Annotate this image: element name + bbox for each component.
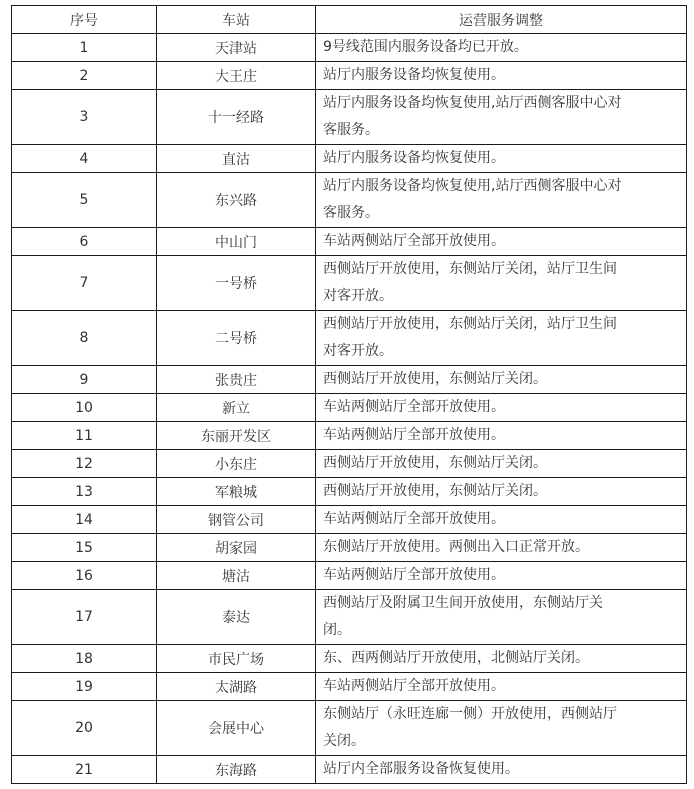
row-station: 小东庄 (157, 450, 316, 478)
row-station: 泰达 (157, 590, 316, 645)
row-adjustment (316, 534, 687, 562)
row-index: 11 (12, 422, 157, 450)
adjustment-line: 西侧站厅开放使用，东侧站厅关闭。 (323, 371, 547, 387)
table-row (12, 478, 687, 506)
row-station: 新立 (157, 394, 316, 422)
table-row (12, 562, 687, 590)
table-body (12, 34, 687, 784)
row-adjustment (316, 756, 687, 784)
row-station: 二号桥 (157, 311, 316, 366)
table-row (12, 645, 687, 673)
adjustment-line: 客服务。 (323, 205, 379, 221)
row-station: 东兴路 (157, 173, 316, 228)
row-station: 直沽 (157, 145, 316, 173)
adjustment-line: 车站两侧站厅全部开放使用。 (323, 511, 505, 527)
row-adjustment (316, 394, 687, 422)
table-row (12, 145, 687, 173)
row-station: 会展中心 (157, 701, 316, 756)
row-adjustment (316, 90, 687, 145)
row-index: 1 (12, 34, 157, 62)
adjustment-line: 站厅内服务设备均恢复使用,站厅西侧客服中心对 (323, 178, 622, 194)
row-index: 19 (12, 673, 157, 701)
row-adjustment (316, 62, 687, 90)
row-station: 钢管公司 (157, 506, 316, 534)
row-index: 5 (12, 173, 157, 228)
row-index: 20 (12, 701, 157, 756)
adjustment-line: 西侧站厅开放使用，东侧站厅关闭。 (323, 483, 547, 499)
adjustment-line: 东侧站厅（永旺连廊一侧）开放使用，西侧站厅 (323, 706, 617, 722)
adjustment-line: 站厅内服务设备均恢复使用,站厅西侧客服中心对 (323, 95, 622, 111)
adjustment-line: 车站两侧站厅全部开放使用。 (323, 233, 505, 249)
row-station: 太湖路 (157, 673, 316, 701)
row-index: 7 (12, 256, 157, 311)
header-adjustment: 运营服务调整 (316, 6, 687, 34)
table-row (12, 673, 687, 701)
table-row (12, 366, 687, 394)
adjustment-line: 客服务。 (323, 122, 379, 138)
row-adjustment (316, 506, 687, 534)
row-index: 16 (12, 562, 157, 590)
row-station: 军粮城 (157, 478, 316, 506)
row-adjustment (316, 645, 687, 673)
adjustment-line: 车站两侧站厅全部开放使用。 (323, 567, 505, 583)
row-index: 6 (12, 228, 157, 256)
station-service-table (11, 5, 687, 784)
adjustment-line: 对客开放。 (323, 343, 393, 359)
adjustment-line: 关闭。 (323, 733, 365, 749)
table-row (12, 701, 687, 756)
table-row (12, 534, 687, 562)
row-station: 十一经路 (157, 90, 316, 145)
table-row (12, 34, 687, 62)
row-index: 18 (12, 645, 157, 673)
table-row (12, 394, 687, 422)
table-row (12, 422, 687, 450)
row-station: 东海路 (157, 756, 316, 784)
row-adjustment (316, 311, 687, 366)
row-index: 9 (12, 366, 157, 394)
table-row (12, 62, 687, 90)
adjustment-line: 站厅内服务设备均恢复使用。 (323, 67, 505, 83)
adjustment-line: 车站两侧站厅全部开放使用。 (323, 427, 505, 443)
row-index: 12 (12, 450, 157, 478)
table-row (12, 228, 687, 256)
adjustment-line: 东、西两侧站厅开放使用，北侧站厅关闭。 (323, 650, 589, 666)
table-row (12, 90, 687, 145)
adjustment-line: 闭。 (323, 622, 351, 638)
row-adjustment (316, 34, 687, 62)
row-adjustment (316, 228, 687, 256)
row-index: 17 (12, 590, 157, 645)
table-row (12, 311, 687, 366)
row-adjustment (316, 478, 687, 506)
row-index: 21 (12, 756, 157, 784)
adjustment-line: 站厅内服务设备均恢复使用。 (323, 150, 505, 166)
table-row (12, 256, 687, 311)
row-station: 一号桥 (157, 256, 316, 311)
adjustment-line: 对客开放。 (323, 288, 393, 304)
table-header-row (12, 6, 687, 34)
adjustment-line: 西侧站厅开放使用，东侧站厅关闭，站厅卫生间 (323, 261, 617, 277)
adjustment-line: 西侧站厅开放使用，东侧站厅关闭。 (323, 455, 547, 471)
row-adjustment (316, 450, 687, 478)
row-index: 14 (12, 506, 157, 534)
row-index: 2 (12, 62, 157, 90)
row-index: 13 (12, 478, 157, 506)
adjustment-line: 车站两侧站厅全部开放使用。 (323, 399, 505, 415)
row-index: 8 (12, 311, 157, 366)
row-station: 大王庄 (157, 62, 316, 90)
row-index: 4 (12, 145, 157, 173)
adjustment-line: 9号线范围内服务设备均已开放。 (323, 39, 528, 55)
table-row (12, 450, 687, 478)
row-adjustment (316, 173, 687, 228)
adjustment-line: 站厅内全部服务设备恢复使用。 (323, 761, 519, 777)
row-adjustment (316, 256, 687, 311)
adjustment-line: 西侧站厅及附属卫生间开放使用，东侧站厅关 (323, 595, 603, 611)
row-station: 天津站 (157, 34, 316, 62)
row-adjustment (316, 701, 687, 756)
row-station: 中山门 (157, 228, 316, 256)
adjustment-line: 东侧站厅开放使用。两侧出入口正常开放。 (323, 539, 589, 555)
row-index: 15 (12, 534, 157, 562)
row-station: 胡家园 (157, 534, 316, 562)
row-adjustment (316, 673, 687, 701)
adjustment-line: 西侧站厅开放使用，东侧站厅关闭，站厅卫生间 (323, 316, 617, 332)
row-station: 市民广场 (157, 645, 316, 673)
row-station: 东丽开发区 (157, 422, 316, 450)
row-station: 塘沽 (157, 562, 316, 590)
row-adjustment (316, 145, 687, 173)
row-adjustment (316, 590, 687, 645)
adjustment-line: 车站两侧站厅全部开放使用。 (323, 678, 505, 694)
row-index: 10 (12, 394, 157, 422)
row-index: 3 (12, 90, 157, 145)
row-adjustment (316, 366, 687, 394)
row-station: 张贵庄 (157, 366, 316, 394)
table-row (12, 590, 687, 645)
table-row (12, 506, 687, 534)
row-adjustment (316, 422, 687, 450)
row-adjustment (316, 562, 687, 590)
table-row (12, 756, 687, 784)
header-station: 车站 (157, 6, 316, 34)
table-row (12, 173, 687, 228)
header-index: 序号 (12, 6, 157, 34)
